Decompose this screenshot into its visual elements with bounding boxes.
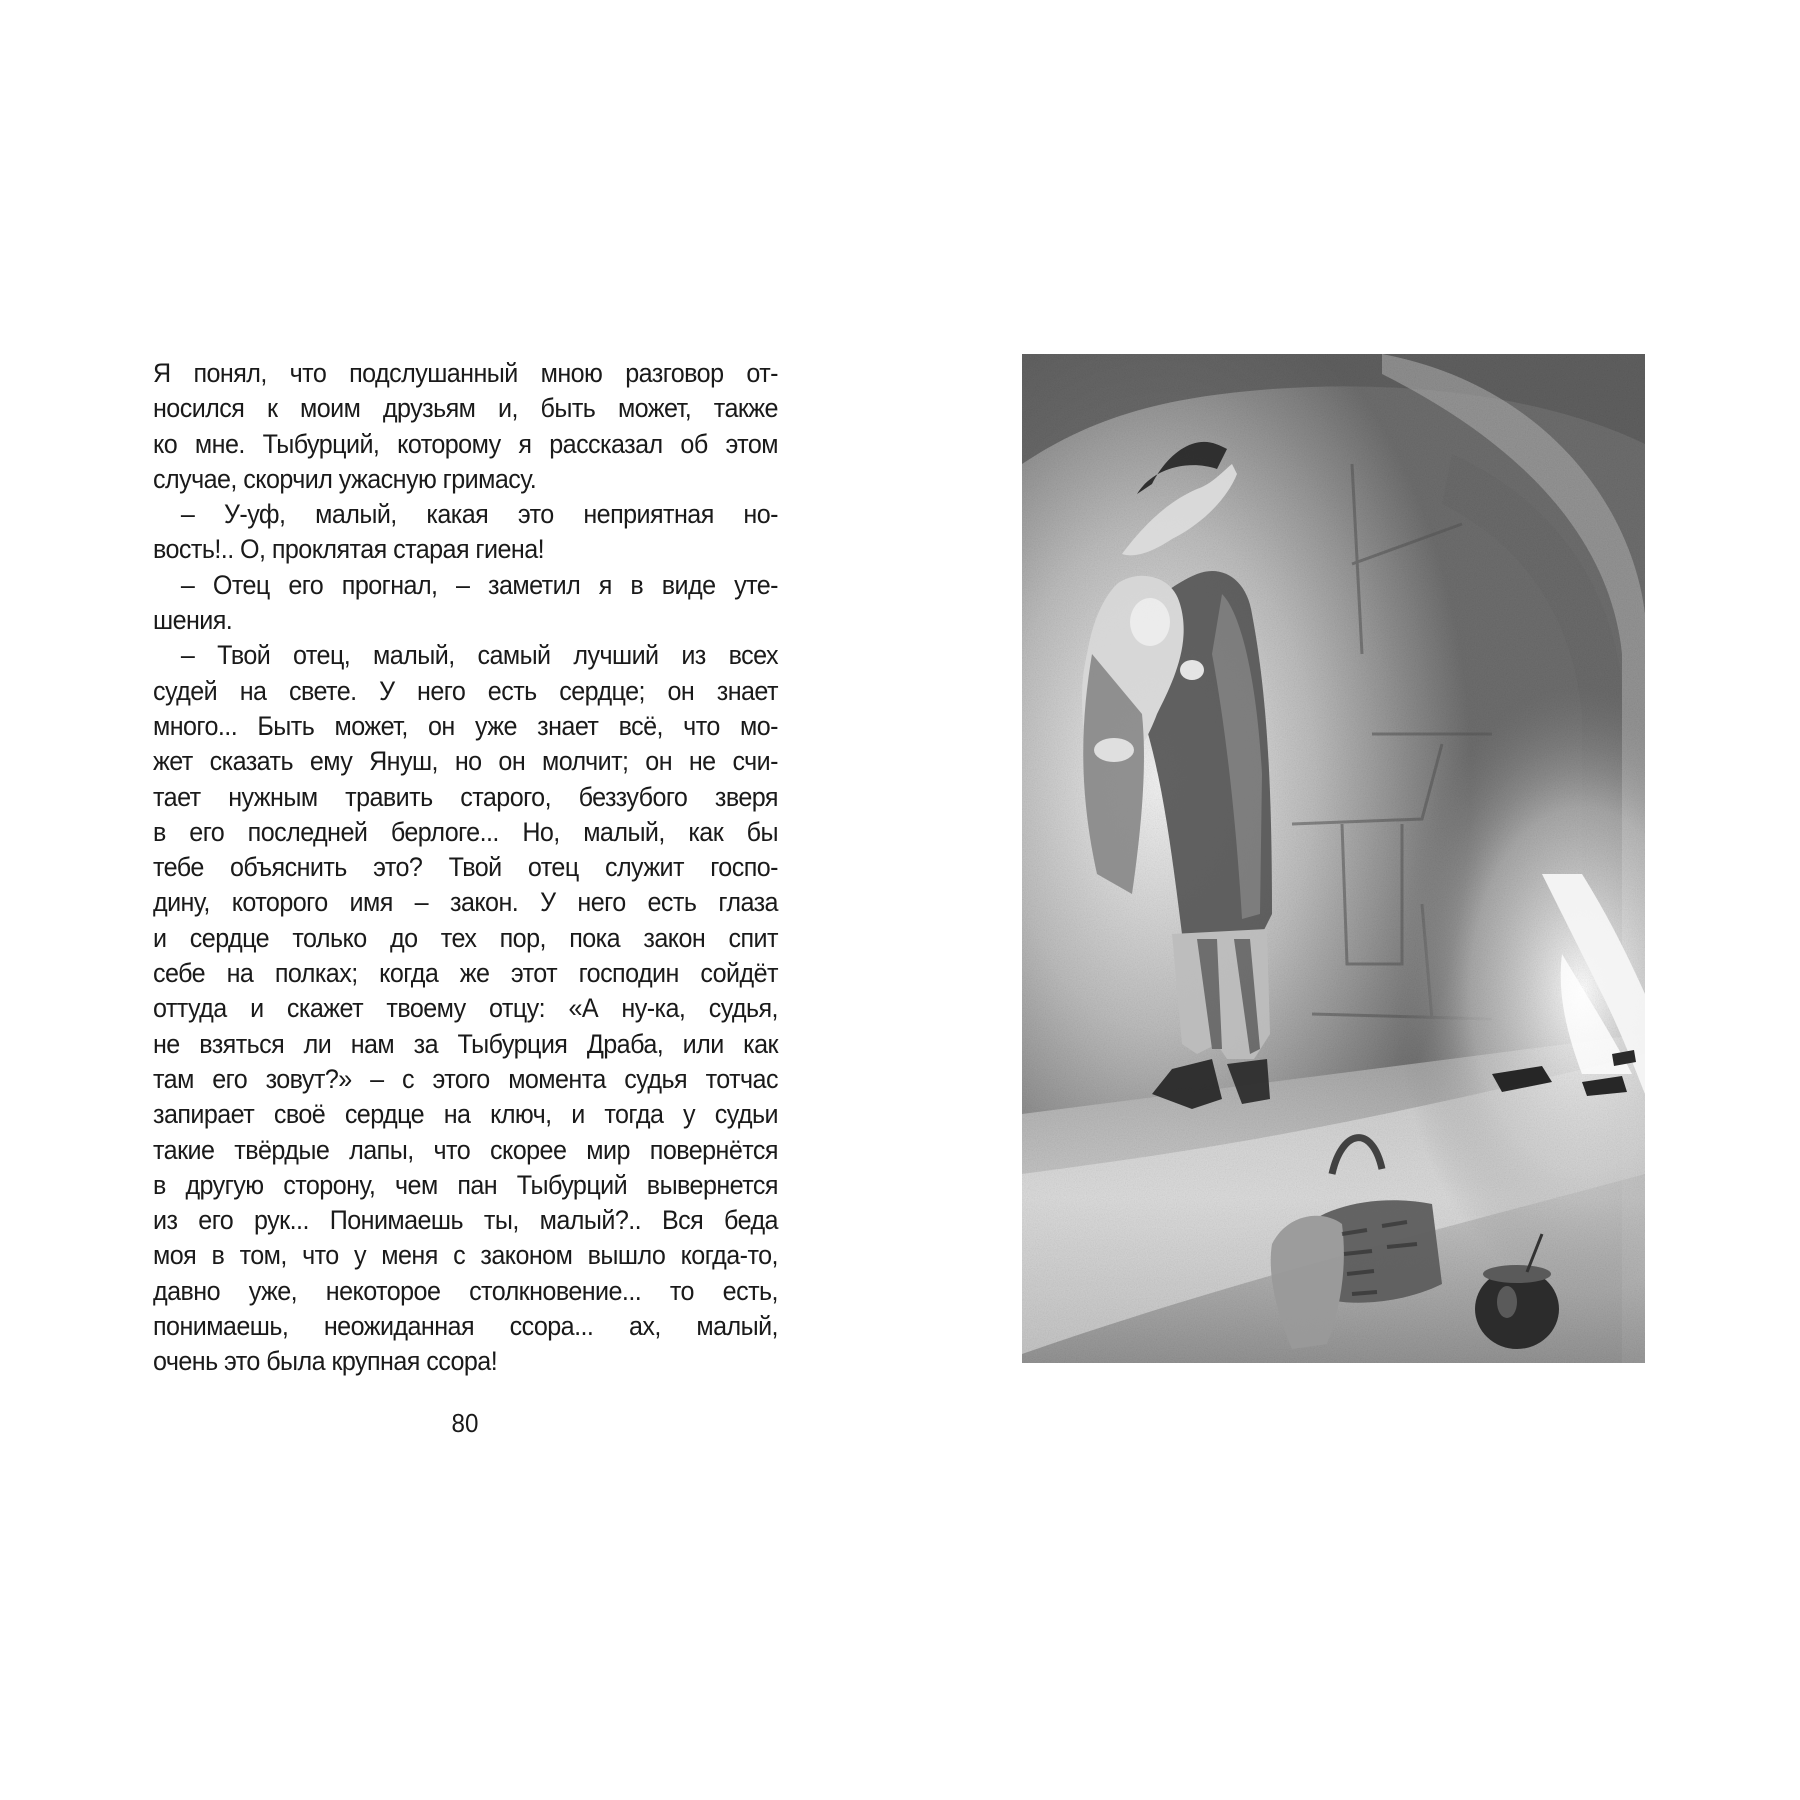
text-line: из его рук... Понимаешь ты, малый?.. Вся беда [153,1205,778,1236]
text-line: оттуда и скажет твоему отцу: «А ну-ка, судья, [153,993,778,1024]
text-line: тает нужным травить старого, беззубого зверя [153,781,778,812]
text-line: ко мне. Тыбурций, которому я рассказал об этом [153,428,778,459]
text-line: очень это была крупная ссора! [153,1346,498,1377]
text-line: такие твёрдые лапы, что скорее мир повернётся [153,1134,778,1165]
page-number: 80 [451,1408,479,1438]
text-line: в другую сторону, чем пан Тыбурций вывернется [153,1169,778,1200]
text-line: судей на свете. У него есть сердце; он знает [153,675,778,706]
text-line: там его зовут?» – с этого момента судья тотчас [153,1063,778,1094]
text-line: тебе объяснить это? Твой отец служит госпо- [153,852,778,883]
text-line: много... Быть может, он уже знает всё, что мо- [153,710,778,741]
text-line: жет сказать ему Януш, но он молчит; он не счи- [153,746,778,777]
body-text [153,356,778,1380]
text-line: – Отец его прогнал, – заметил я в виде уте- [180,569,778,600]
text-line: понимаешь, неожиданная ссора... ах, малый, [153,1311,778,1342]
illustration [1022,354,1645,1363]
text-line: и сердце только до тех пор, пока закон спит [153,922,778,953]
text-line: в его последней берлоге... Но, малый, как бы [153,816,778,847]
text-line: – У-уф, малый, какая это неприятная но- [180,499,778,530]
text-line: себе на полках; когда же этот господин сойдёт [153,958,778,989]
text-line: вость!.. О, проклятая старая гиена! [153,534,545,565]
illustration-drawing [1022,354,1645,1363]
text-line: давно уже, некоторое столкновение... то есть, [153,1275,778,1306]
text-line: носился к моим друзьям и, быть может, также [153,393,778,424]
text-line: случае, скорчил ужасную гримасу. [153,463,537,494]
text-line: – Твой отец, малый, самый лучший из всех [180,640,778,671]
text-line: моя в том, что у меня с законом вышло когда-то, [153,1240,778,1271]
text-line: Я понял, что подслушанный мною разговор от- [153,358,778,388]
text-line: шения. [153,605,233,636]
text-line: запирает своё сердце на ключ, и тогда у судьи [153,1099,778,1130]
text-line: не взяться ли нам за Тыбурция Драба, или как [153,1028,778,1059]
text-line: дину, которого имя – закон. У него есть глаза [153,887,778,918]
